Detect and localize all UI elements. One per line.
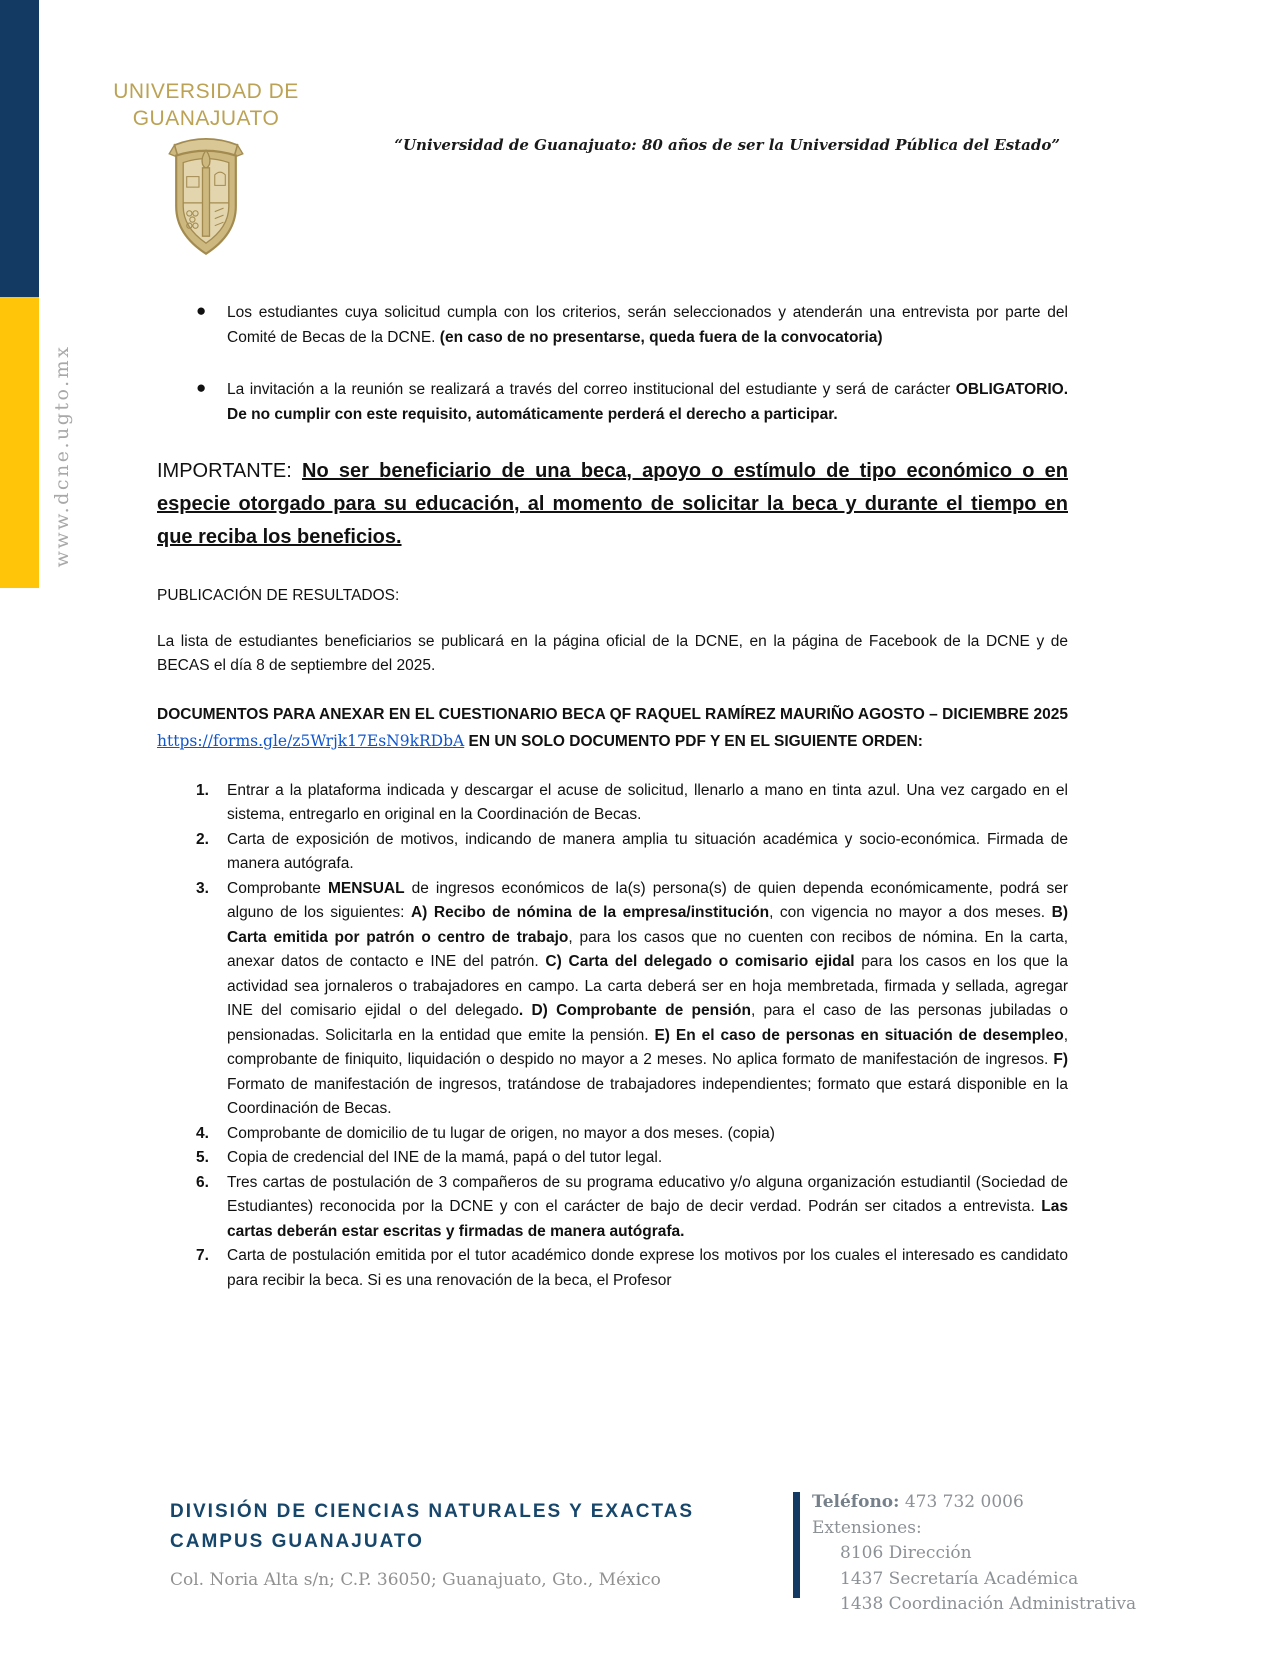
item-number: 6. <box>196 1173 209 1191</box>
university-crest-icon <box>162 131 250 259</box>
phone-number: 473 732 0006 <box>904 1492 1024 1512</box>
anniversary-quote: “Universidad de Guanajuato: 80 años de ser la Universidad Pública del Estado” <box>394 136 1060 154</box>
division-line2: CAMPUS GUANAJUATO <box>170 1531 424 1552</box>
text-segment: C) Carta del delegado o comisario ejidal <box>545 953 855 970</box>
text-segment: de ingresos económicos de la(s) persona(s) de quien dependa económicamente, podrá ser alguno de los siguientes: <box>227 879 1068 921</box>
footer-divider <box>793 1492 800 1598</box>
item-text <box>227 880 1068 1118</box>
text-segment: (en caso de no presentarse, queda fuera de la convocatoria) <box>439 328 883 346</box>
results-heading: PUBLICACIÓN DE RESULTADOS: <box>157 587 400 604</box>
sidebar-yellow-bar <box>0 297 39 588</box>
item-text <box>227 782 1068 824</box>
text-segment: . D) Comprobante de pensión <box>518 1002 751 1019</box>
bullet-item-criteria <box>157 301 1068 350</box>
bullet-item-invitation <box>157 378 1068 427</box>
bullet-text <box>227 381 1068 423</box>
address: Col. Noria Alta s/n; C.P. 36050; Guanajuato, Gto., México <box>170 1570 661 1590</box>
list-item-1 <box>157 779 1068 828</box>
text-segment: F) <box>1053 1051 1068 1068</box>
wordmark-line2: GUANAJUATO <box>132 107 280 130</box>
text-segment: Los estudiantes cuya solicitud cumpla con los criterios, serán seleccionados y atenderán una entrevista por parte del Comité de Becas de la DCNE. <box>227 304 1068 346</box>
text-segment: Comprobante <box>227 879 328 897</box>
list-item-6 <box>157 1171 1068 1245</box>
text-segment: , comprobante de finiquito, liquidación o despido no mayor a 2 meses. No aplica formato de manifestación de ingresos. <box>227 1026 1068 1068</box>
text-segment: E) En el caso de personas en situación de desempleo <box>654 1026 1064 1044</box>
text-segment: No ser beneficiario de una beca, apoyo o estímulo de tipo económico o en especie otorgado para su educación, al momento de solicitar la beca y durante el tiempo en que reciba los beneficios. <box>157 460 1068 548</box>
list-item-5 <box>157 1146 1068 1171</box>
text-segment: para los casos en los que la actividad sea jornaleros o trabajadores en campo. La carta deberá ser en hoja membretada, firmada y sellada, agregar INE del comisario ejidal o del delegado <box>227 953 1069 1019</box>
text-segment: Entrar a la plataforma indicada y descargar el acuse de solicitud, llenarlo a mano en tinta azul. Una vez cargado en el sistema, entregarlo en original en la Coordinación de Becas. <box>227 781 1068 823</box>
bullet-dot-icon: ● <box>196 378 207 397</box>
text-segment: Carta de postulación emitida por el tutor académico donde exprese los motivos por los cuales el interesado es candidato para recibir la beca. Si es una renovación de la beca, el Profesor <box>227 1247 1068 1289</box>
bullet-dot-icon: ● <box>196 301 207 320</box>
wordmark-line1: UNIVERSIDAD DE <box>113 80 299 103</box>
division-name <box>170 1497 694 1557</box>
list-item-4 <box>157 1122 1068 1147</box>
results-paragraph: La lista de estudiantes beneficiarios se publicará en la página oficial de la DCNE, en la página de Facebook de la DCNE y de BECAS el día 8 de septiembre del 2025. <box>157 632 1068 674</box>
bullet-text <box>227 304 1068 346</box>
extensions-label: Extensiones: <box>812 1517 922 1538</box>
text-segment: Formato de manifestación de ingresos, tratándose de trabajadores independientes; formato que estará disponible en la Coordinación de Becas. <box>227 1075 1068 1117</box>
item-number: 3. <box>196 879 209 897</box>
item-number: 2. <box>196 830 209 848</box>
item-text <box>227 1247 1068 1289</box>
documents-heading <box>157 701 1068 755</box>
item-number: 4. <box>196 1124 209 1142</box>
item-number: 1. <box>196 781 209 799</box>
form-link[interactable]: https://forms.gle/z5Wrjk17EsN9kRDbA <box>157 731 465 750</box>
extension-item: 8106 Dirección <box>840 1543 972 1563</box>
text-segment: Comprobante de domicilio de tu lugar de origen, no mayor a dos meses. (copia) <box>227 1124 775 1142</box>
text-segment: OBLIGATORIO. De no cumplir con este requisito, automáticamente perderá el derecho a participar. <box>227 381 1068 423</box>
text-segment: DOCUMENTOS PARA ANEXAR EN EL CUESTIONARIO BECA QF RAQUEL RAMÍREZ MAURIÑO AGOSTO – DICIEMBRE 2025 <box>157 705 1068 723</box>
item-text <box>227 831 1068 873</box>
text-segment: B) Carta emitida por patrón o centro de trabajo <box>227 904 1068 946</box>
text-segment: MENSUAL <box>327 879 405 897</box>
item-number: 5. <box>196 1149 209 1166</box>
text-segment: A) Recibo de nómina de la empresa/institución <box>410 904 770 921</box>
footer-left <box>170 1497 694 1590</box>
item-text <box>227 1149 662 1166</box>
text-segment: , para los casos que no cuenten con recibos de nómina. En la carta, anexar datos de contacto e INE del patrón. <box>227 928 1068 970</box>
extension-item: 1438 Coordinación Administrativa <box>840 1594 1137 1614</box>
item-text <box>227 1125 775 1142</box>
text-segment: Carta de exposición de motivos, indicando de manera amplia tu situación académica y socio-económica. Firmada de manera autógrafa. <box>227 830 1068 872</box>
extension-item: 1437 Secretaría Académica <box>840 1568 1079 1589</box>
text-segment: Las cartas deberán estar escritas y firmadas de manera autógrafa. <box>227 1198 1068 1240</box>
text-segment: , para el caso de las personas jubiladas o pensionadas. Solicitarla en la entidad que emite la pensión. <box>227 1002 1068 1044</box>
university-wordmark <box>95 78 317 132</box>
text-segment: , con vigencia no mayor a dos meses. <box>769 904 1052 921</box>
text-segment: Copia de credencial del INE de la mamá, papá o del tutor legal. <box>227 1149 663 1166</box>
sidebar-navy-bar <box>0 0 39 297</box>
phone-row <box>812 1490 1136 1516</box>
document-body <box>157 301 1068 1293</box>
footer-contact <box>812 1490 1136 1618</box>
text-segment: EN UN SOLO DOCUMENTO PDF Y EN EL SIGUIENTE ORDEN: <box>464 732 923 750</box>
text-segment: La invitación a la reunión se realizará a través del correo institucional del estudiante y será de carácter <box>227 381 956 398</box>
important-notice <box>157 455 1068 554</box>
vertical-website-url: www.dcne.ugto.mx <box>51 344 73 568</box>
documents-list <box>157 779 1068 1294</box>
division-line1: DIVISIÓN DE CIENCIAS NATURALES Y EXACTAS <box>170 1501 695 1522</box>
list-item-7 <box>157 1244 1068 1293</box>
list-item-3 <box>157 877 1068 1122</box>
text-segment: IMPORTANTE: <box>157 460 303 482</box>
text-segment: Tres cartas de postulación de 3 compañeros de su programa educativo y/o alguna organización estudiantil (Sociedad de Estudiantes) reconocida por la DCNE y con el carácter de bajo de decir verdad. Podrán ser citados a entrevista. <box>227 1173 1068 1215</box>
item-text <box>227 1174 1068 1240</box>
phone-label: Teléfono: <box>812 1492 900 1512</box>
item-number: 7. <box>196 1247 209 1264</box>
list-item-2 <box>157 828 1068 877</box>
